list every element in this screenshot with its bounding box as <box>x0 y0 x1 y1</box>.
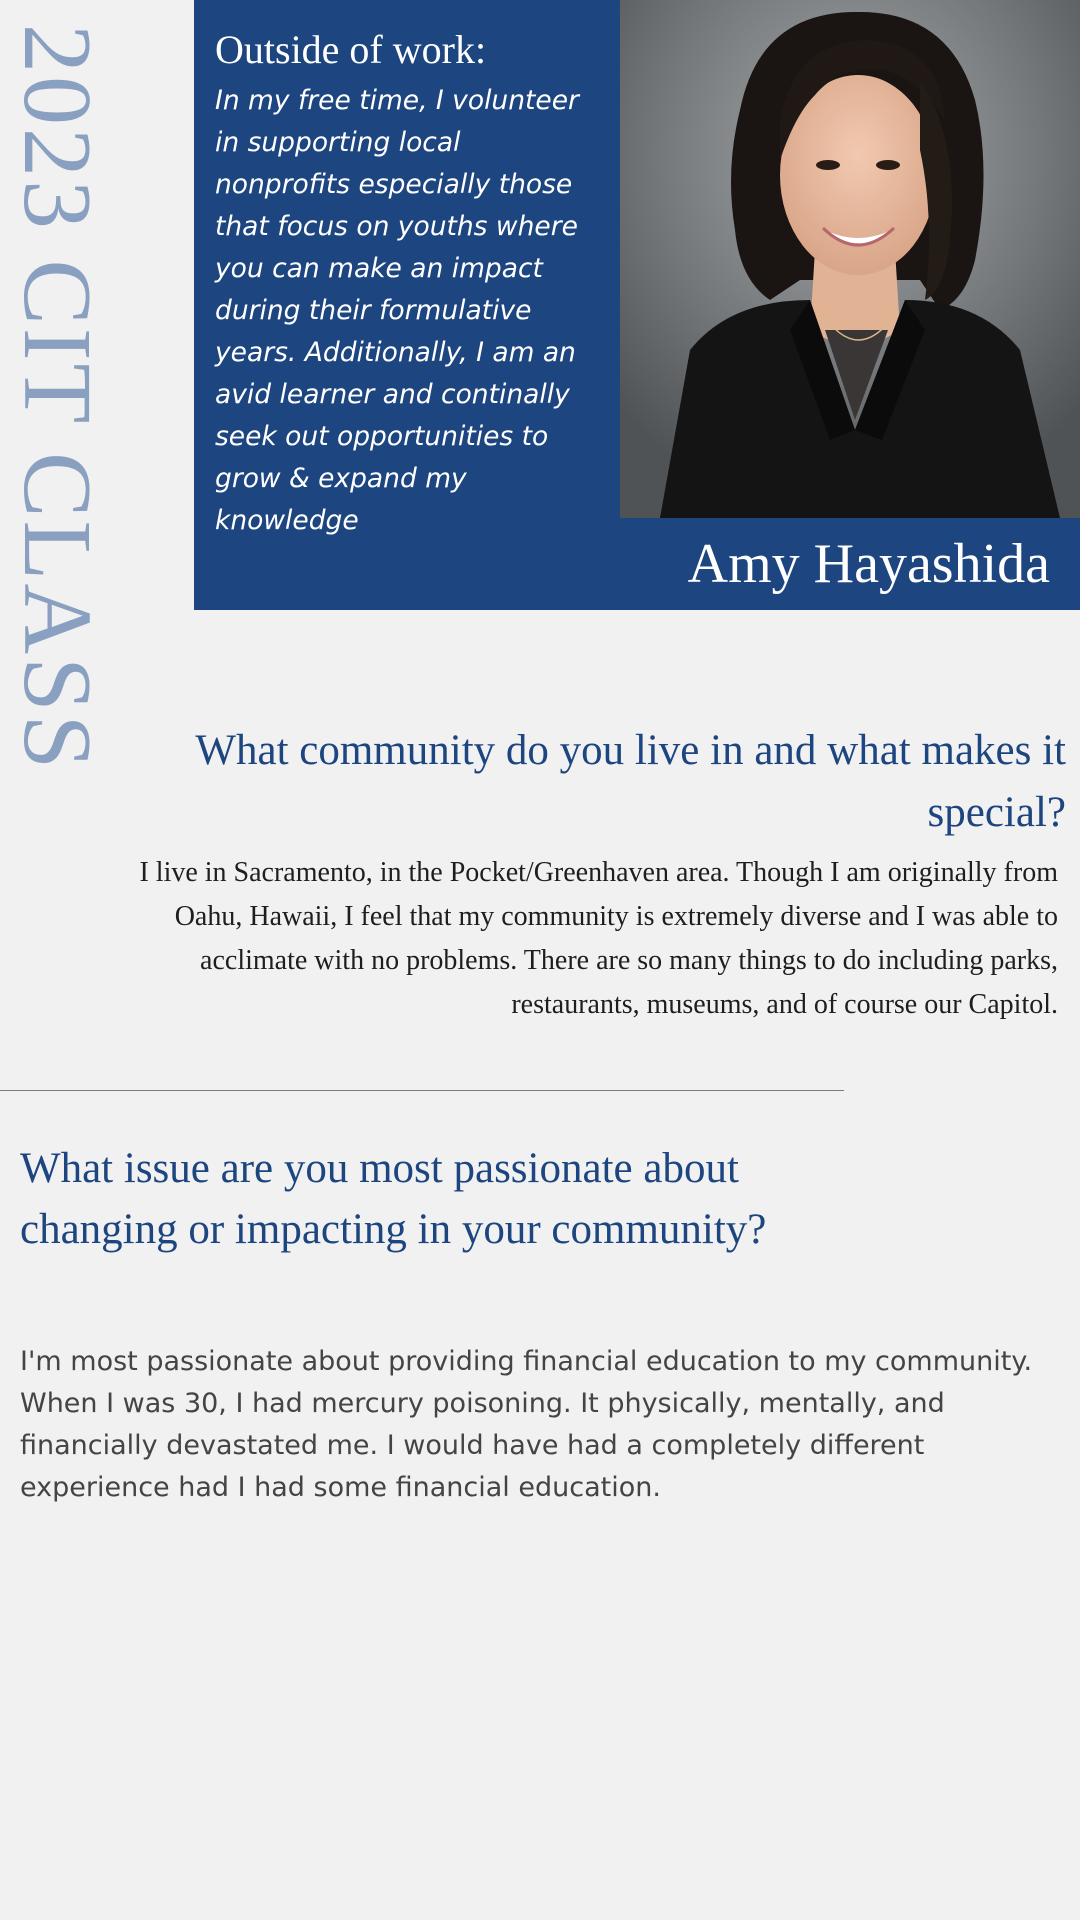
outside-work-text: In my free time, I volunteer in supporting local nonprofits especially those that focus on youths where you can make an impact during their formulative years. Additionally, I am an avid learner and continally seek out opportunities to grow & expand my knowledge <box>215 85 579 536</box>
vertical-class-title <box>0 24 128 804</box>
portrait-illustration <box>620 0 1080 518</box>
issue-answer: I'm most passionate about providing financial education to my community. When I was 30, I had mercury poisoning. It physically, mentally, and financially devastated me. I would have had a completely different experience had I had some financial education. <box>20 1346 1033 1503</box>
section-divider <box>0 1090 844 1091</box>
name-band <box>620 518 1080 610</box>
person-name: Amy Hayashida <box>687 533 1050 595</box>
issue-question: What issue are you most passionate about changing or impacting in your community? <box>20 1145 767 1253</box>
community-question: What community do you live in and what makes it special? <box>195 727 1066 836</box>
class-title-text: 2023 CIT CLASS <box>3 24 111 773</box>
community-answer: I live in Sacramento, in the Pocket/Greenhaven area. Though I am originally from Oahu, Hawaii, I feel that my community is extremely diverse and I was able to acclimate with no problems. There are so many things to do including parks, restaurants, museums, and of course our Capitol. <box>139 857 1058 1020</box>
outside-work-panel <box>194 0 620 610</box>
profile-photo <box>620 0 1080 518</box>
outside-work-title: Outside of work: <box>215 27 487 72</box>
